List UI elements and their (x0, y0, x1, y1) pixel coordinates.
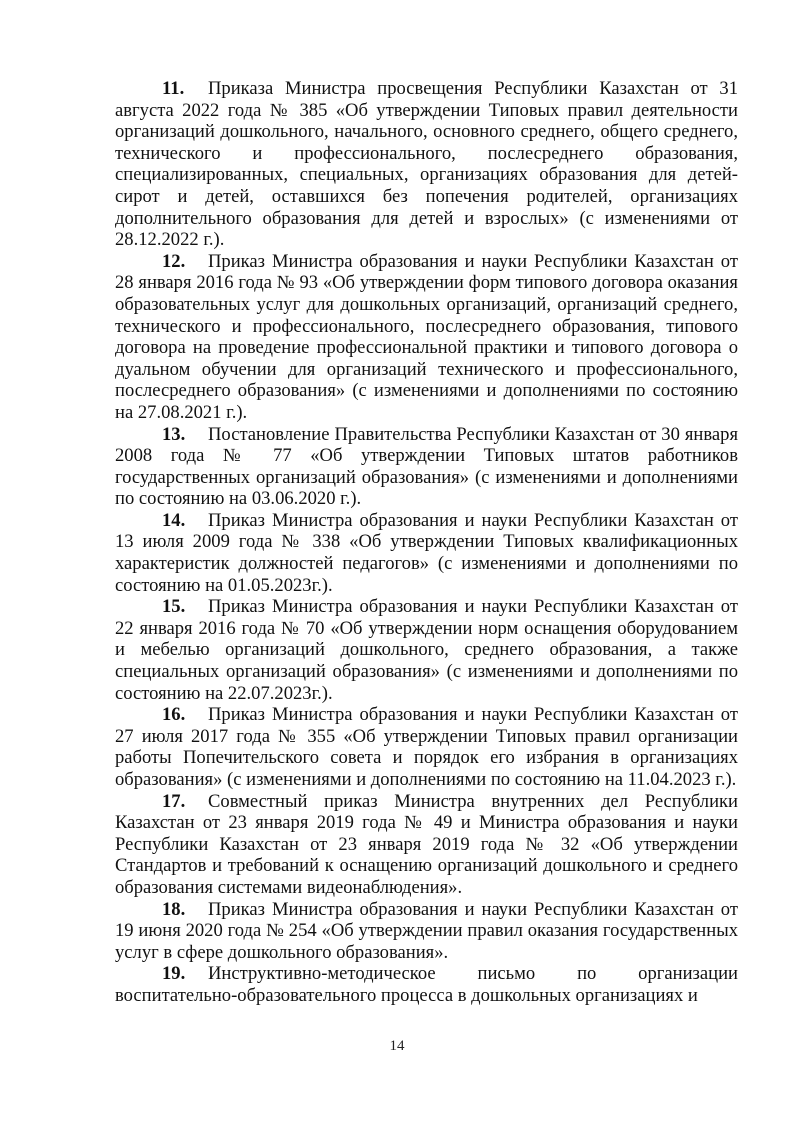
page-number: 14 (389, 1038, 405, 1054)
list-item-17 (115, 791, 738, 899)
item-number: 12. (162, 250, 186, 272)
list-item-18 (115, 899, 738, 964)
list-item-14 (115, 510, 738, 596)
item-number: 14. (162, 509, 186, 531)
item-text: Приказ Министра образования и науки Республики Казахстан от 19 июня 2020 года № 254 «Об утверждении правил оказания государственных услуг в сфере дошкольного образования». (115, 898, 738, 963)
document-page (115, 78, 738, 1007)
item-text: Постановление Правительства Республики Казахстан от 30 января 2008 года № 77 «Об утверждении Типовых штатов работников государственных организаций образования» (с изменениями и дополнениями по состоянию на 03.06.2020 г.). (115, 423, 738, 510)
item-text: Приказа Министра просвещения Республики Казахстан от 31 августа 2022 года № 385 «Об утверждении Типовых правил деятельности организаций дошкольного, начального, основного среднего, общего среднего, технического и профессионального, послесреднего образования, специализированных, специальных, организациях образования для детей-сирот и детей, оставшихся без попечения родителей, организациях дополнительного образования для детей и взрослых» (с изменениями от 28.12.2022 г.). (115, 78, 738, 251)
item-text: Совместный приказ Министра внутренних дел Республики Казахстан от 23 января 2019 года № 49 и Министра образования и науки Республики Казахстан от 23 января 2019 года № 32 «Об утверждении Стандартов и требований к оснащению организаций дошкольного и среднего образования системами видеонаблюдения». (115, 790, 738, 898)
list-item-16 (115, 704, 738, 790)
item-number: 17. (162, 790, 186, 812)
item-text: Инструктивно-методическое письмо по организации воспитательно-образовательного процесса в дошкольных организациях и (115, 963, 738, 1006)
item-number: 16. (162, 704, 186, 726)
item-number: 11. (162, 78, 185, 99)
list-item-12 (115, 251, 738, 424)
item-text: Приказ Министра образования и науки Республики Казахстан от 13 июля 2009 года № 338 «Об утверждении Типовых квалификационных характеристик должностей педагогов» (с изменениями и дополнениями по состоянию на 01.05.2023г.). (115, 509, 738, 596)
item-text: Приказ Министра образования и науки Республики Казахстан от 27 июля 2017 года № 355 «Об утверждении Типовых правил организации работы Попечительского совета и порядок его избрания в организациях образования» (с изменениями и дополнениями по состоянию на 11.04.2023 г.). (115, 704, 738, 790)
item-text: Приказ Министра образования и науки Республики Казахстан от 22 января 2016 года № 70 «Об утверждении норм оснащения оборудованием и мебелью организаций дошкольного, среднего образования, а также специальных организаций образования» (с изменениями и дополнениями по состоянию на 22.07.2023г.). (115, 596, 738, 704)
item-number: 19. (162, 963, 186, 985)
item-number: 13. (162, 423, 186, 445)
item-number: 15. (162, 596, 186, 618)
list-item-13 (115, 424, 738, 510)
item-number: 18. (162, 898, 186, 920)
list-item-11 (115, 78, 738, 251)
list-item-19 (115, 963, 738, 1006)
item-text: Приказ Министра образования и науки Республики Казахстан от 28 января 2016 года № 93 «Об утверждении форм типового договора оказания образовательных услуг для дошкольных организаций, организаций среднего, технического и профессионального, послесреднего образования, типового договора на проведение профессиональной практики и типового договора о дуальном обучении для организаций технического и профессионального, послесреднего образования» (с изменениями и дополнениями по состоянию на 27.08.2021 г.). (115, 250, 738, 423)
list-item-15 (115, 596, 738, 704)
